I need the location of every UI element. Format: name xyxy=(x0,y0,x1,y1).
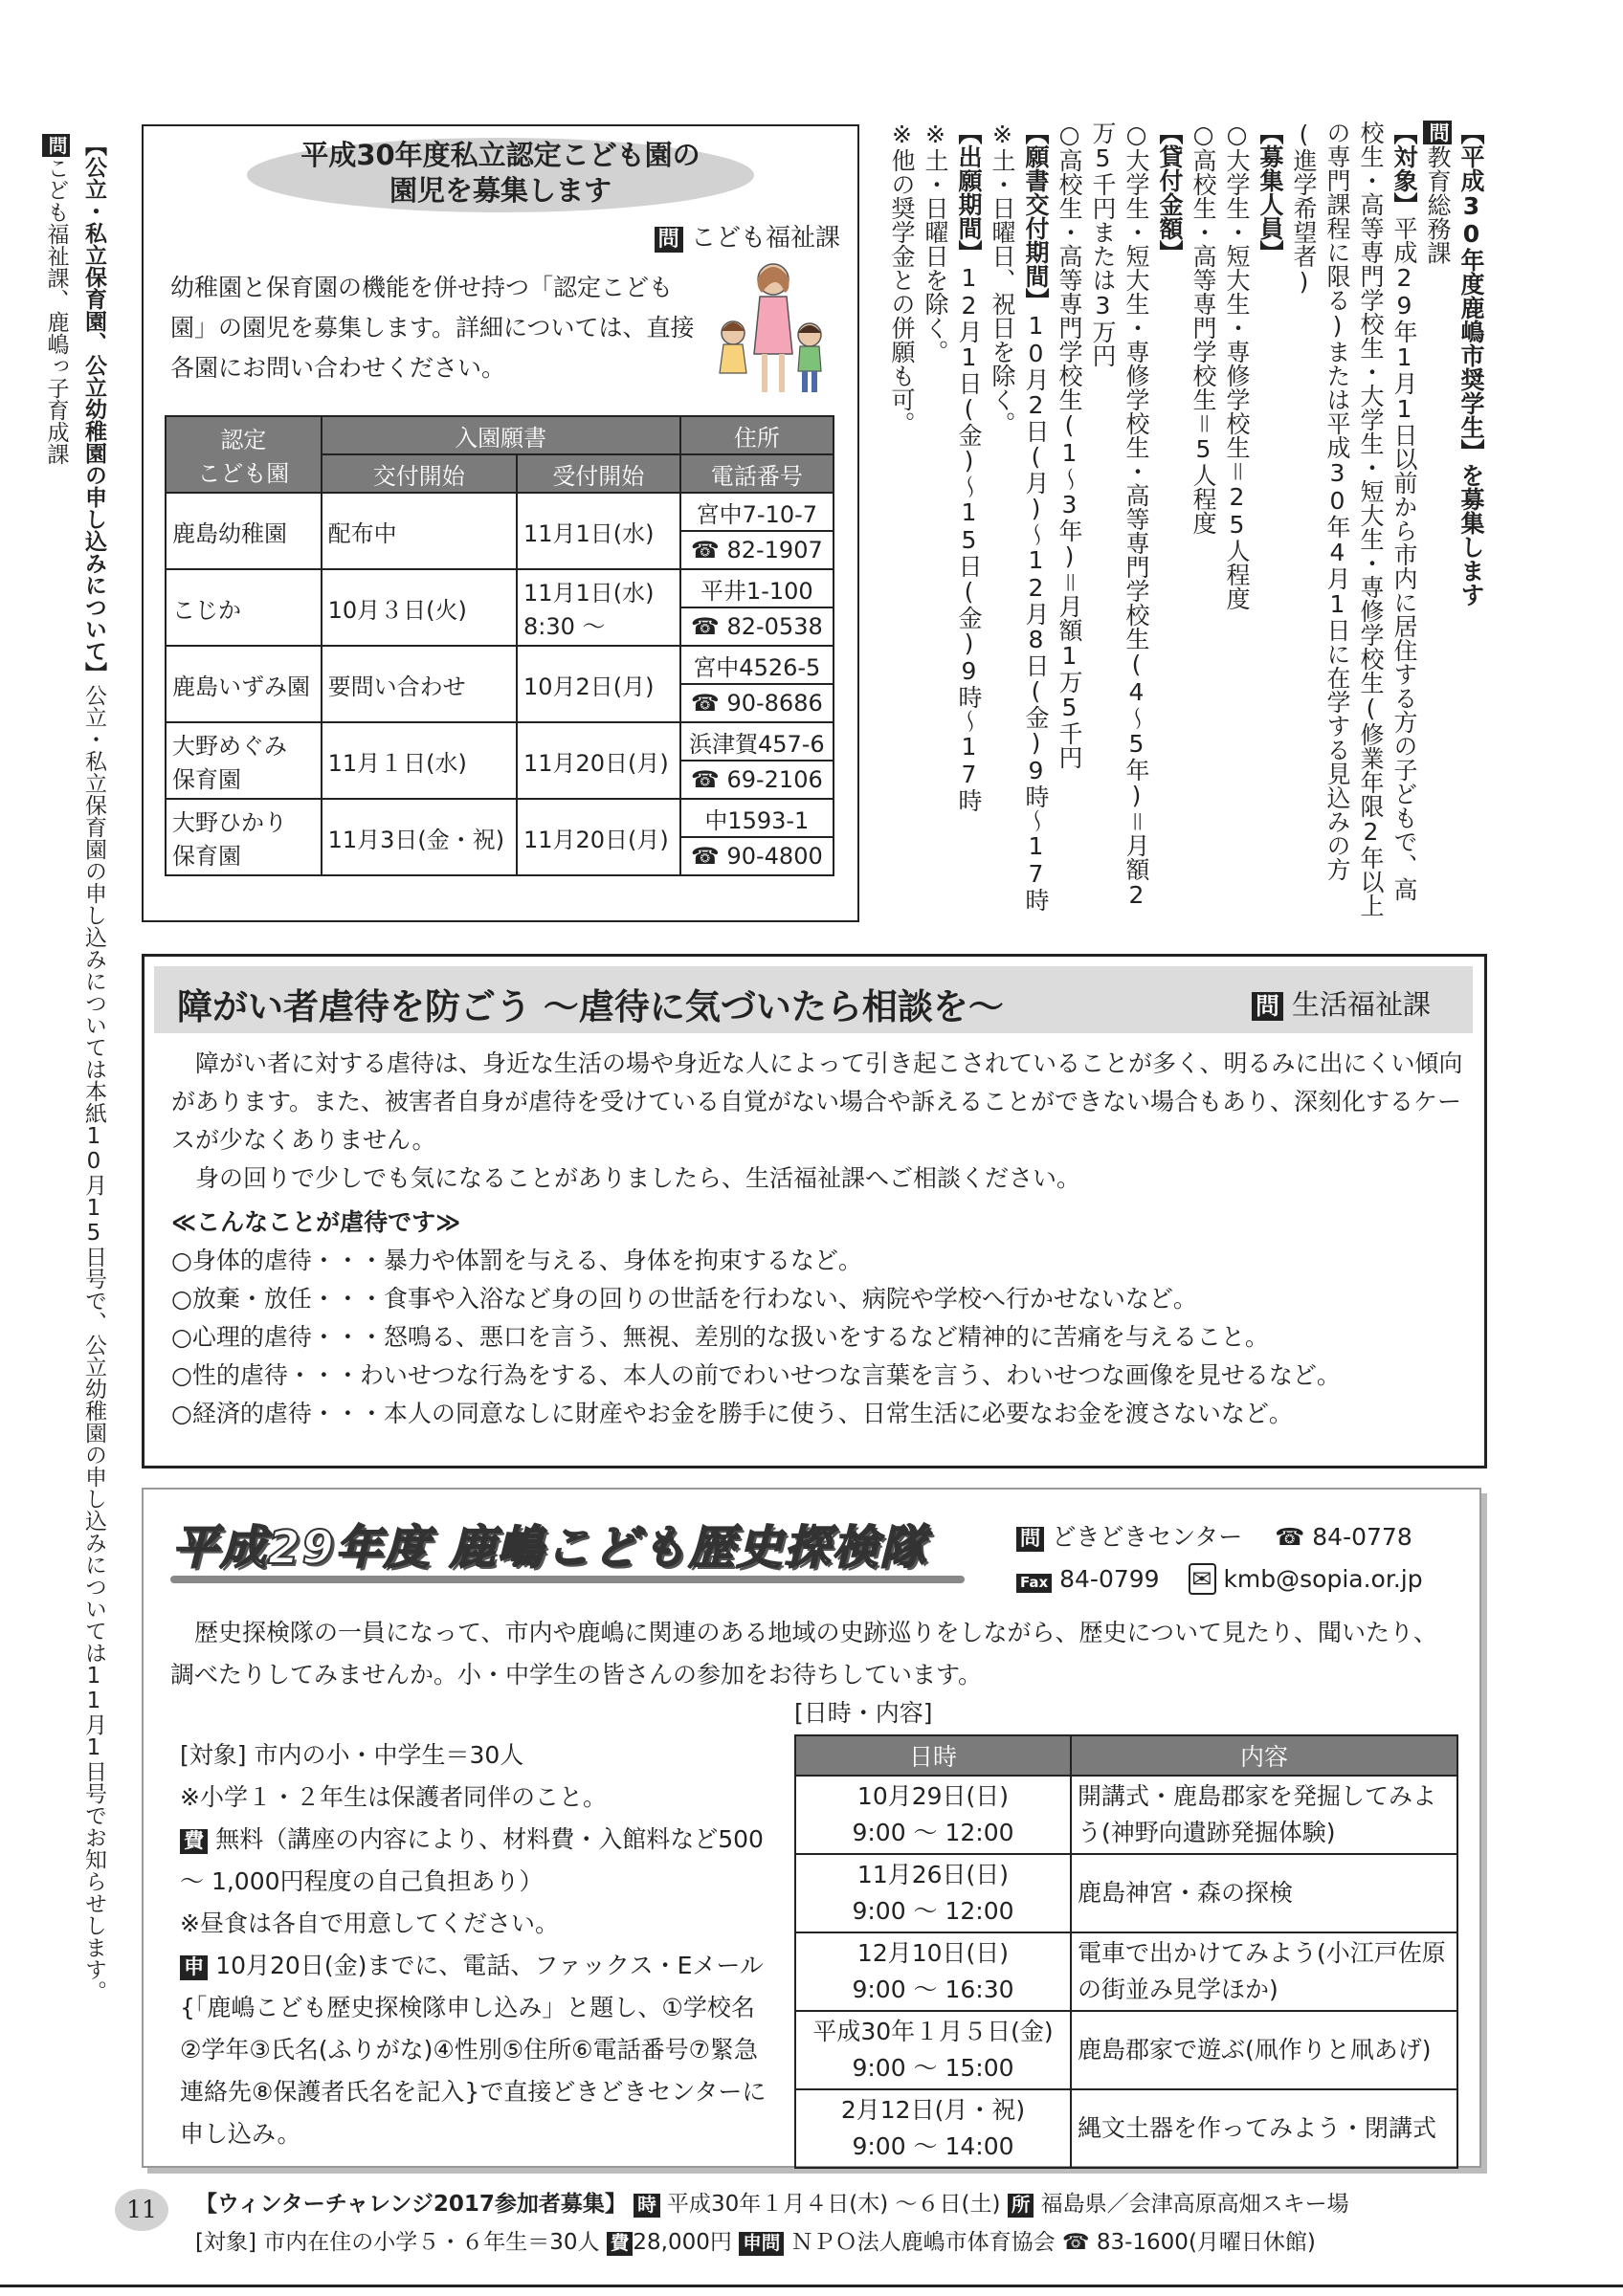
nursery-intro: 幼稚園と保育園の機能を併せ持つ「認定こども園」の園児を募集します。詳細については、直接各園にお問い合わせください。 xyxy=(170,274,695,382)
abuse-contact: 問 生活福祉課 xyxy=(1252,983,1431,1023)
phone-icon: ☎ xyxy=(690,537,720,563)
phone xyxy=(680,684,834,722)
table-row xyxy=(795,1776,1457,1854)
fee-icon: 費 xyxy=(180,1829,208,1854)
nursery-name: 鹿島幼稚園 xyxy=(166,493,322,569)
nursery-name: 大野めぐみ 保育園 xyxy=(166,722,322,799)
phone-icon: ☎ xyxy=(690,613,720,640)
schedule-date: 11月26日(日) 9:00 ～ 12:00 xyxy=(795,1854,1071,1932)
schedule-label: [日時・内容] xyxy=(794,1699,933,1727)
table-row xyxy=(795,2011,1457,2089)
scholarship-text: 【平成30年度鹿嶋市奨学生】を募集します 問教育総務課 【対象】平成29年1月1日以前から市内に居住する方の子どもで、高校生・高等専門学校生・大学生・短大生・専修学校生(修業年限2年以上の専門課程に限る)または平成30年4月1日に在学する見込みの方(進学希望者) 【募集人員】 ○大学生・短大生・専修学校生＝25人程度 ○高校生・高等専門学校生＝5人程度 【貸付金額】 ○大学生・短大生・専修学校生・高等専門学校生(4～5年)＝月額2万5千円または3万円 ○高校生・高等専門学校生(1～3年)＝月額1万5千円 【願書交付期間】10月2日(月)～12月8日(金)9時～17時 ※土・日曜日、祝日を除く。 【出願期間】12月1日(金)～15日(金)9時～17時 ※土・日曜日を除く。 ※他の奨学金との併願も可。 xyxy=(888,121,1485,917)
table-row xyxy=(795,1932,1457,2011)
table-row xyxy=(166,569,834,607)
place-icon: 所 xyxy=(1008,2194,1034,2218)
list-item: ○放棄・放任・・・食事や入浴など身の回りの世話を行わない、病院や学校へ行かせないなど。 xyxy=(171,1285,1197,1313)
distribution-start: 要問い合わせ xyxy=(322,646,517,722)
schedule-content: 鹿島神宮・森の探検 xyxy=(1071,1854,1457,1932)
col-header-address: 住所 xyxy=(680,416,834,454)
phone-icon: ☎ xyxy=(1061,2230,1090,2255)
abuse-prevention-section xyxy=(142,954,1487,1468)
table-row xyxy=(166,646,834,684)
schedule-date: 10月29日(日) 9:00 ～ 12:00 xyxy=(795,1776,1071,1854)
phone-icon: ☎ xyxy=(690,766,720,793)
nursery-name: こじか xyxy=(166,569,322,646)
nursery-contact: 問 こども福祉課 xyxy=(655,218,840,254)
table-row xyxy=(166,493,834,531)
inquiry-icon: 問 xyxy=(42,134,70,157)
distribution-start: 配布中 xyxy=(322,493,517,569)
nursery-title: 平成30年度私立認定こども園の 園児を募集します xyxy=(247,138,754,212)
acceptance-start: 11月1日(水) 8:30 ～ xyxy=(517,569,680,646)
page-number: 11 xyxy=(115,2189,168,2231)
abuse-para-1: 障がい者に対する虐待は、身近な生活の場や身近な人によって引き起こされていることが多く、明るみに出にくい傾向があります。また、被害者自身が虐待を受けている自覚がない場合や訴えることができない場合もあり、深刻化するケースが少なくありません。 xyxy=(171,1049,1463,1154)
col-header-distribution: 交付開始 xyxy=(322,454,517,493)
address: 宮中7-10-7 xyxy=(680,493,834,531)
acceptance-start: 10月2日(月) xyxy=(517,646,680,722)
schedule-date: 平成30年１月５日(金) 9:00 ～ 15:00 xyxy=(795,2011,1071,2089)
schedule-date: 12月10日(日) 9:00 ～ 16:30 xyxy=(795,1932,1071,2011)
abuse-title: 障がい者虐待を防ごう ～虐待に気づいたら相談を～ xyxy=(177,986,1004,1027)
phone xyxy=(680,837,834,875)
phone-number: 69-2106 xyxy=(726,766,823,793)
mother-children-illustration xyxy=(714,258,831,402)
list-item: ○性的虐待・・・わいせつな行為をする、本人の前でわいせつな言葉を言う、わいせつな画像を見せるなど。 xyxy=(171,1361,1341,1389)
acceptance-start: 11月20日(月) xyxy=(517,722,680,799)
nursery-recruit-section xyxy=(142,124,859,922)
schedule-date: 2月12日(月・祝) 9:00 ～ 14:00 xyxy=(795,2089,1071,2168)
table-row xyxy=(795,2089,1457,2168)
address: 中1593-1 xyxy=(680,799,834,837)
phone xyxy=(680,531,834,569)
center-name: どきどきセンター xyxy=(1052,1523,1243,1551)
schedule-content: 縄文土器を作ってみよう・閉講式 xyxy=(1071,2089,1457,2168)
fee-icon: 費 xyxy=(607,2232,634,2256)
bottom-rule xyxy=(0,2285,1623,2287)
history-details: [対象] 市内の小・中学生＝30人 ※小学１・２年生は保護者同伴のこと。 費 無料（講座の内容により、材料費・入館料など500 ～ 1,000円程度の自己負担あり） ※昼食は各自で用意してください。 申 10月20日(金)までに、電話、ファックス・Eメール{「鹿嶋こども歴史探検隊申し込み」と題し、①学校名②学年③氏名(ふりがな)④性別⑤住所⑥電話番号⑦緊急連絡先⑧保護者氏名を記入}で直接どきどきセンターに申し込み。 xyxy=(180,1741,767,2148)
history-title: 平成29年度 鹿嶋こども歴史探検隊 xyxy=(172,1521,928,1575)
inquiry-icon: 問 xyxy=(1252,992,1283,1021)
nursery-name: 大野ひかり 保育園 xyxy=(166,799,322,875)
schedule-header-content: 内容 xyxy=(1071,1735,1457,1776)
list-item: ○経済的虐待・・・本人の同意なしに財産やお金を勝手に使う、日常生活に必要なお金を渡さないなど。 xyxy=(171,1400,1293,1427)
abuse-para-2: 身の回りで少しでも気になることがありましたら、生活福祉課へご相談ください。 xyxy=(195,1164,1081,1192)
col-header-application: 入園願書 xyxy=(322,416,680,454)
schedule-header-date: 日時 xyxy=(795,1735,1071,1776)
apply-icon: 申 xyxy=(180,1955,208,1980)
time-icon: 時 xyxy=(634,2194,660,2218)
list-item: ○身体的虐待・・・暴力や体罰を与える、身体を拘束するなど。 xyxy=(171,1247,862,1274)
table-row xyxy=(166,722,834,761)
address: 宮中4526-5 xyxy=(680,646,834,684)
col-header-acceptance: 受付開始 xyxy=(517,454,680,493)
inquiry-icon: 問 xyxy=(1016,1527,1044,1552)
schedule-table xyxy=(794,1734,1458,2169)
footer-notice: 【ウィンターチャレンジ2017参加者募集】 時 平成30年１月４日(木) ～６日(土) 所 福島県／会津高原高畑スキー場 [対象] 市内在住の小学５・６年生＝30人 費 28,000円 申問 ＮＰＯ法人鹿嶋市体育協会 ☎ 83-1600(月曜日休館) xyxy=(195,2192,1349,2255)
phone-number: 82-1907 xyxy=(726,537,823,563)
history-intro: 歴史探検隊の一員になって、市内や鹿嶋に関連のある地域の史跡巡りをしながら、歴史について見たり、聞いたり、調べたりしてみませんか。小・中学生の皆さんの参加をお待ちしています。 xyxy=(170,1619,1438,1689)
history-contact xyxy=(1016,1516,1423,1601)
schedule-rows xyxy=(795,1776,1457,2168)
contact-icon: 申問 xyxy=(739,2232,784,2256)
schedule-content: 開講式・鹿島郡家を発掘してみよう(神野向遺跡発掘体験) xyxy=(1071,1776,1457,1854)
center-tel: 84-0778 xyxy=(1312,1523,1412,1551)
scholarship-section xyxy=(876,121,1488,924)
history-explorer-section xyxy=(142,1488,1481,2168)
nursery-name: 鹿島いずみ園 xyxy=(166,646,322,722)
schedule-content: 鹿島郡家で遊ぶ(凧作りと凧あげ) xyxy=(1071,2011,1457,2089)
left-column-text: 【公立・私立保育園、公立幼稚園の申し込みについて】公立・私立保育園の申し込みについては本紙10月15日号で、公立幼稚園の申し込みについては11月1日号でお知らせします。 xyxy=(81,134,106,2002)
distribution-start: 10月３日(火) xyxy=(322,569,517,646)
schedule-content: 電車で出かけてみよう(小江戸佐原の街並み見学ほか) xyxy=(1071,1932,1457,2011)
fax-icon: Fax xyxy=(1016,1574,1052,1593)
distribution-start: 11月１日(水) xyxy=(322,722,517,799)
center-email[interactable]: kmb@sopia.or.jp xyxy=(1223,1565,1423,1593)
distribution-start: 11月3日(金・祝) xyxy=(322,799,517,875)
inquiry-icon: 問 xyxy=(655,227,683,253)
table-row xyxy=(166,799,834,837)
address: 浜津賀457-6 xyxy=(680,722,834,761)
phone-number: 82-0538 xyxy=(726,613,823,640)
scholarship-title: 【平成30年度鹿嶋市奨学生】を募集します xyxy=(1457,121,1485,607)
mail-icon: ✉ xyxy=(1189,1563,1216,1595)
phone-icon: ☎ xyxy=(690,843,720,870)
nursery-rows xyxy=(166,493,834,875)
inquiry-icon: 問 xyxy=(1423,121,1452,144)
center-fax: 84-0799 xyxy=(1059,1565,1160,1593)
title-underline xyxy=(170,1576,965,1583)
abuse-body xyxy=(171,1045,1463,1433)
col-header-name: 認定 こども園 xyxy=(166,416,322,493)
phone-number: 90-8686 xyxy=(726,690,823,717)
table-row xyxy=(795,1854,1457,1932)
phone-number: 90-4800 xyxy=(726,843,823,870)
address: 平井1-100 xyxy=(680,569,834,607)
phone-icon: ☎ xyxy=(1275,1523,1305,1551)
left-column-heading: 【公立・私立保育園、公立幼稚園の申し込みについて】 xyxy=(81,134,106,684)
list-item: ○心理的虐待・・・怒鳴る、悪口を言う、無視、差別的な扱いをするなど精神的に苦痛を与えること。 xyxy=(171,1323,1269,1351)
col-header-phone: 電話番号 xyxy=(680,454,834,493)
abuse-list xyxy=(171,1242,1463,1433)
phone-icon: ☎ xyxy=(690,690,720,717)
abuse-subtitle: ≪こんなことが虐待です≫ xyxy=(171,1208,461,1236)
acceptance-start: 11月20日(月) xyxy=(517,799,680,875)
acceptance-start: 11月1日(水) xyxy=(517,493,680,569)
nursery-table xyxy=(165,415,834,876)
abuse-header xyxy=(154,966,1473,1033)
phone xyxy=(680,761,834,799)
phone xyxy=(680,607,834,646)
left-column-contact: 問こども福祉課、鹿嶋っ子育成課 xyxy=(43,136,69,465)
